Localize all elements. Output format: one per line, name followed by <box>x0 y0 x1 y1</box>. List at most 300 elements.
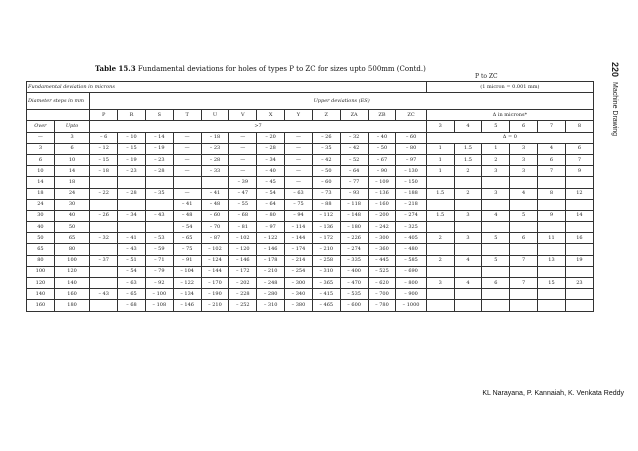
range-label: P to ZC <box>475 73 498 80</box>
cell-delta <box>510 289 538 300</box>
cell-u: – 28 <box>201 154 229 165</box>
col-header: V <box>229 110 257 121</box>
delta-header: Δ in microns* <box>426 110 593 121</box>
cell-y: – 214 <box>285 255 313 266</box>
cell-s: – 43 <box>145 210 173 221</box>
col-header: ZB <box>368 110 396 121</box>
cell-delta <box>454 177 482 188</box>
cell-z: – 50 <box>312 166 340 177</box>
cell-p <box>90 278 118 289</box>
cell-x: – 122 <box>257 233 285 244</box>
cell-x: – 210 <box>257 266 285 277</box>
page-margin <box>610 60 624 260</box>
cell-r: – 63 <box>118 278 146 289</box>
cell-t: — <box>173 166 201 177</box>
cell-za: – 42 <box>340 143 368 154</box>
cell-za: – 77 <box>340 177 368 188</box>
cell-t: — <box>173 154 201 165</box>
col-header: R <box>118 110 146 121</box>
cell-delta <box>426 300 454 311</box>
cell-t: – 104 <box>173 266 201 277</box>
cell-z: – 465 <box>312 300 340 311</box>
cell-delta: 4 <box>454 278 482 289</box>
cell-zc: – 480 <box>396 244 426 255</box>
cell-over: 14 <box>27 177 55 188</box>
cell-r: – 41 <box>118 233 146 244</box>
cell-v: – 55 <box>229 199 257 210</box>
cell-s: – 14 <box>145 132 173 143</box>
cell-z: – 73 <box>312 188 340 199</box>
cell-u: – 210 <box>201 300 229 311</box>
cell-p <box>90 177 118 188</box>
diameter-label: Diameter steps in mm <box>27 93 90 110</box>
upto-label: Upto <box>54 121 89 132</box>
col-header: S <box>145 110 173 121</box>
cell-delta <box>454 289 482 300</box>
cell-upto: 50 <box>54 222 89 233</box>
cell-over: 120 <box>27 278 55 289</box>
cell-r: – 23 <box>118 166 146 177</box>
table-row <box>27 289 594 300</box>
table-row <box>27 188 594 199</box>
cell-delta <box>538 289 566 300</box>
table-row <box>27 154 594 165</box>
cell-zc: – 690 <box>396 266 426 277</box>
cell-zb: – 67 <box>368 154 396 165</box>
cell-delta: 3 <box>454 210 482 221</box>
cell-p <box>90 244 118 255</box>
cell-r: – 34 <box>118 210 146 221</box>
cell-delta <box>454 199 482 210</box>
cell-r: – 65 <box>118 289 146 300</box>
cell-z: – 42 <box>312 154 340 165</box>
table-caption: Fundamental deviations for holes of types P to ZC for sizes upto 500mm (Contd.) <box>137 65 426 73</box>
cell-r: – 54 <box>118 266 146 277</box>
cell-zc: – 97 <box>396 154 426 165</box>
cell-x: – 248 <box>257 278 285 289</box>
cell-s: – 19 <box>145 143 173 154</box>
cell-delta: 2 <box>482 154 510 165</box>
cell-r: – 43 <box>118 244 146 255</box>
cell-delta <box>426 199 454 210</box>
cell-zb: – 525 <box>368 266 396 277</box>
table-row <box>27 266 594 277</box>
cell-t: – 134 <box>173 289 201 300</box>
cell-over: — <box>27 132 55 143</box>
cell-x: – 45 <box>257 177 285 188</box>
delta-col-header: 3 <box>426 121 454 132</box>
cell-delta: 1 <box>426 154 454 165</box>
cell-delta <box>426 266 454 277</box>
cell-delta: 7 <box>565 154 593 165</box>
cell-delta <box>454 266 482 277</box>
cell-delta <box>426 289 454 300</box>
cell-upto: 120 <box>54 266 89 277</box>
cell-zc: – 60 <box>396 132 426 143</box>
cell-t: – 65 <box>173 233 201 244</box>
col-header: ZA <box>340 110 368 121</box>
cell-upto: 160 <box>54 289 89 300</box>
cell-v: – 102 <box>229 233 257 244</box>
cell-over: 6 <box>27 154 55 165</box>
cell-x: – 34 <box>257 154 285 165</box>
cell-zb: – 40 <box>368 132 396 143</box>
delta-col-header: 4 <box>454 121 482 132</box>
delta-col-header: 8 <box>565 121 593 132</box>
cell-s <box>145 199 173 210</box>
cell-r: – 19 <box>118 154 146 165</box>
cell-v: – 228 <box>229 289 257 300</box>
cell-v: – 68 <box>229 210 257 221</box>
cell-delta <box>565 199 593 210</box>
cell-delta: 14 <box>565 210 593 221</box>
cell-over: 40 <box>27 222 55 233</box>
cell-s: – 53 <box>145 233 173 244</box>
table-row <box>27 244 594 255</box>
cell-r <box>118 177 146 188</box>
cell-upto: 100 <box>54 255 89 266</box>
cell-z: – 172 <box>312 233 340 244</box>
cell-v: – 172 <box>229 266 257 277</box>
cell-x: – 310 <box>257 300 285 311</box>
cell-u: – 102 <box>201 244 229 255</box>
cell-x: – 280 <box>257 289 285 300</box>
table-row <box>27 210 594 221</box>
cell-delta <box>565 244 593 255</box>
author-credit: KL Narayana, P. Kannaiah, K. Venkata Reddy <box>482 390 624 397</box>
cell-y: — <box>285 132 313 143</box>
cell-za: – 226 <box>340 233 368 244</box>
cell-upto: 14 <box>54 166 89 177</box>
cell-x: – 64 <box>257 199 285 210</box>
cell-delta: 7 <box>510 255 538 266</box>
cell-delta <box>510 222 538 233</box>
cell-delta <box>482 199 510 210</box>
cell-delta: 16 <box>565 233 593 244</box>
cell-t: – 54 <box>173 222 201 233</box>
cell-delta <box>538 177 566 188</box>
cell-delta <box>538 244 566 255</box>
cell-y: – 254 <box>285 266 313 277</box>
cell-y: — <box>285 166 313 177</box>
col-header: X <box>257 110 285 121</box>
cell-x: – 80 <box>257 210 285 221</box>
over-label: Over <box>27 121 55 132</box>
cell-za: – 600 <box>340 300 368 311</box>
cell-delta: 8 <box>538 188 566 199</box>
cell-delta <box>565 300 593 311</box>
cell-x: – 20 <box>257 132 285 143</box>
cell-p <box>90 222 118 233</box>
cell-zb: – 242 <box>368 222 396 233</box>
cell-delta <box>482 222 510 233</box>
cell-z: – 210 <box>312 244 340 255</box>
cell-over: 3 <box>27 143 55 154</box>
cell-delta <box>538 266 566 277</box>
cell-delta: 4 <box>454 255 482 266</box>
cell-y: – 300 <box>285 278 313 289</box>
cell-delta: 3 <box>454 233 482 244</box>
cell-delta: 1.5 <box>426 188 454 199</box>
cell-over: 140 <box>27 289 55 300</box>
cell-delta <box>482 289 510 300</box>
table-row <box>27 143 594 154</box>
cell-r <box>118 199 146 210</box>
cell-delta: 1 <box>426 143 454 154</box>
cell-delta: 13 <box>538 255 566 266</box>
cell-delta <box>510 177 538 188</box>
cell-delta: 7 <box>538 166 566 177</box>
cell-v: – 146 <box>229 255 257 266</box>
cell-r: – 51 <box>118 255 146 266</box>
cell-over: 100 <box>27 266 55 277</box>
cell-y: – 144 <box>285 233 313 244</box>
cell-over: 18 <box>27 188 55 199</box>
cell-delta: 1.5 <box>454 143 482 154</box>
cell-v: – 202 <box>229 278 257 289</box>
cell-u: – 41 <box>201 188 229 199</box>
cell-over: 65 <box>27 244 55 255</box>
cell-delta: 2 <box>426 233 454 244</box>
cell-over: 24 <box>27 199 55 210</box>
cell-y: — <box>285 154 313 165</box>
cell-over: 10 <box>27 166 55 177</box>
cell-z: – 60 <box>312 177 340 188</box>
cell-z: – 258 <box>312 255 340 266</box>
cell-v: — <box>229 154 257 165</box>
cell-r: – 15 <box>118 143 146 154</box>
cell-over: 160 <box>27 300 55 311</box>
cell-s: – 59 <box>145 244 173 255</box>
cell-zb: – 360 <box>368 244 396 255</box>
col-header: U <box>201 110 229 121</box>
table-row <box>27 199 594 210</box>
cell-zb: – 200 <box>368 210 396 221</box>
cell-t: — <box>173 132 201 143</box>
cell-delta: 1.5 <box>426 210 454 221</box>
cell-zc: – 405 <box>396 233 426 244</box>
table-row <box>27 300 594 311</box>
cell-t <box>173 177 201 188</box>
cell-delta <box>538 199 566 210</box>
cell-delta <box>565 222 593 233</box>
cell-delta <box>565 266 593 277</box>
cell-zb: – 90 <box>368 166 396 177</box>
cell-x: – 97 <box>257 222 285 233</box>
cell-za: – 93 <box>340 188 368 199</box>
cell-p: – 26 <box>90 210 118 221</box>
cell-u: – 23 <box>201 143 229 154</box>
cell-delta <box>482 300 510 311</box>
cell-delta: 6 <box>510 233 538 244</box>
cell-delta: 6 <box>565 143 593 154</box>
cell-z: – 112 <box>312 210 340 221</box>
cell-x: – 54 <box>257 188 285 199</box>
cell-za: – 64 <box>340 166 368 177</box>
table-row <box>27 166 594 177</box>
cell-r: – 28 <box>118 188 146 199</box>
cell-p: – 6 <box>90 132 118 143</box>
deviation-table <box>26 81 594 312</box>
cell-zb: – 300 <box>368 233 396 244</box>
cell-y: – 340 <box>285 289 313 300</box>
cell-za: – 335 <box>340 255 368 266</box>
cell-zb: – 445 <box>368 255 396 266</box>
cell-p: – 32 <box>90 233 118 244</box>
cell-u: – 87 <box>201 233 229 244</box>
cell-delta: 1 <box>482 143 510 154</box>
cell-delta: 5 <box>482 233 510 244</box>
cell-upto: 30 <box>54 199 89 210</box>
cell-delta <box>538 222 566 233</box>
cell-zc: – 150 <box>396 177 426 188</box>
cell-za: – 535 <box>340 289 368 300</box>
cell-p: – 43 <box>90 289 118 300</box>
cell-delta: 1 <box>426 166 454 177</box>
cell-za: – 400 <box>340 266 368 277</box>
cell-delta <box>482 177 510 188</box>
table-row <box>27 278 594 289</box>
cell-delta: 4 <box>482 210 510 221</box>
cell-za: – 274 <box>340 244 368 255</box>
cell-upto: 65 <box>54 233 89 244</box>
cell-delta <box>482 244 510 255</box>
upper-deviations-label: Upper deviations (ES) <box>90 93 594 110</box>
cell-delta: 2 <box>454 188 482 199</box>
cell-zc: – 900 <box>396 289 426 300</box>
cell-y: – 75 <box>285 199 313 210</box>
cell-t: – 41 <box>173 199 201 210</box>
cell-y: – 174 <box>285 244 313 255</box>
cell-y: – 114 <box>285 222 313 233</box>
cell-t: — <box>173 188 201 199</box>
cell-y: – 94 <box>285 210 313 221</box>
cell-p <box>90 199 118 210</box>
col-header: Z <box>312 110 340 121</box>
cell-v: – 252 <box>229 300 257 311</box>
cell-upto: 40 <box>54 210 89 221</box>
cell-delta: 4 <box>510 188 538 199</box>
cell-delta: 3 <box>510 166 538 177</box>
cell-delta: 4 <box>538 143 566 154</box>
cell-upto: 6 <box>54 143 89 154</box>
cell-t: – 122 <box>173 278 201 289</box>
cell-delta <box>510 199 538 210</box>
cell-y: — <box>285 143 313 154</box>
cell-u: – 190 <box>201 289 229 300</box>
cell-zc: – 325 <box>396 222 426 233</box>
cell-zb: – 700 <box>368 289 396 300</box>
cell-over: 80 <box>27 255 55 266</box>
cell-delta: 23 <box>565 278 593 289</box>
cell-zc: – 585 <box>396 255 426 266</box>
cell-s: – 108 <box>145 300 173 311</box>
cell-s: – 100 <box>145 289 173 300</box>
blank-cell <box>27 110 90 121</box>
cell-zc: – 274 <box>396 210 426 221</box>
cell-delta <box>565 177 593 188</box>
cell-s <box>145 177 173 188</box>
cell-delta: 9 <box>565 166 593 177</box>
cell-delta: 3 <box>510 143 538 154</box>
cell-y: – 63 <box>285 188 313 199</box>
cell-u: – 124 <box>201 255 229 266</box>
cell-zb: – 50 <box>368 143 396 154</box>
cell-over: 30 <box>27 210 55 221</box>
cell-zc: – 80 <box>396 143 426 154</box>
cell-delta <box>538 300 566 311</box>
cell-s: – 28 <box>145 166 173 177</box>
cell-zc: – 130 <box>396 166 426 177</box>
table-title <box>95 64 426 73</box>
cell-p: – 37 <box>90 255 118 266</box>
cell-upto: 10 <box>54 154 89 165</box>
cell-za: – 148 <box>340 210 368 221</box>
cell-za: – 118 <box>340 199 368 210</box>
cell-za: – 470 <box>340 278 368 289</box>
cell-s: – 92 <box>145 278 173 289</box>
col-header: ZC <box>396 110 426 121</box>
cell-delta <box>426 222 454 233</box>
cell-zb: – 620 <box>368 278 396 289</box>
gt7-label: >7 <box>90 121 427 132</box>
cell-v: – 120 <box>229 244 257 255</box>
cell-t: – 146 <box>173 300 201 311</box>
table-row <box>27 177 594 188</box>
cell-delta <box>565 289 593 300</box>
delta-col-header: 5 <box>482 121 510 132</box>
cell-z: – 310 <box>312 266 340 277</box>
cell-zb: – 136 <box>368 188 396 199</box>
cell-x: – 146 <box>257 244 285 255</box>
cell-delta: 5 <box>482 255 510 266</box>
table-row <box>27 132 594 143</box>
fd-label: Fundamental deviation in microns <box>27 82 427 93</box>
cell-delta: 9 <box>538 210 566 221</box>
cell-u: – 18 <box>201 132 229 143</box>
cell-delta: 6 <box>538 154 566 165</box>
cell-u: – 170 <box>201 278 229 289</box>
cell-t: – 75 <box>173 244 201 255</box>
cell-u <box>201 177 229 188</box>
table-row <box>27 255 594 266</box>
table-row <box>27 222 594 233</box>
cell-r <box>118 222 146 233</box>
cell-upto: 24 <box>54 188 89 199</box>
cell-delta: 6 <box>482 278 510 289</box>
cell-z: – 136 <box>312 222 340 233</box>
cell-delta: 3 <box>482 166 510 177</box>
cell-r: – 68 <box>118 300 146 311</box>
cell-delta: 12 <box>565 188 593 199</box>
cell-z: – 365 <box>312 278 340 289</box>
cell-v: – 39 <box>229 177 257 188</box>
cell-delta <box>426 177 454 188</box>
cell-v: — <box>229 166 257 177</box>
table-number: Table 15.3 <box>95 64 136 73</box>
cell-t: – 91 <box>173 255 201 266</box>
delta-col-header: 6 <box>510 121 538 132</box>
cell-zb: – 109 <box>368 177 396 188</box>
cell-delta: 3 <box>510 154 538 165</box>
cell-delta <box>426 244 454 255</box>
delta-col-header: 7 <box>538 121 566 132</box>
col-header: T <box>173 110 201 121</box>
cell-delta <box>482 266 510 277</box>
cell-zb: – 780 <box>368 300 396 311</box>
cell-upto: 3 <box>54 132 89 143</box>
cell-p: – 12 <box>90 143 118 154</box>
